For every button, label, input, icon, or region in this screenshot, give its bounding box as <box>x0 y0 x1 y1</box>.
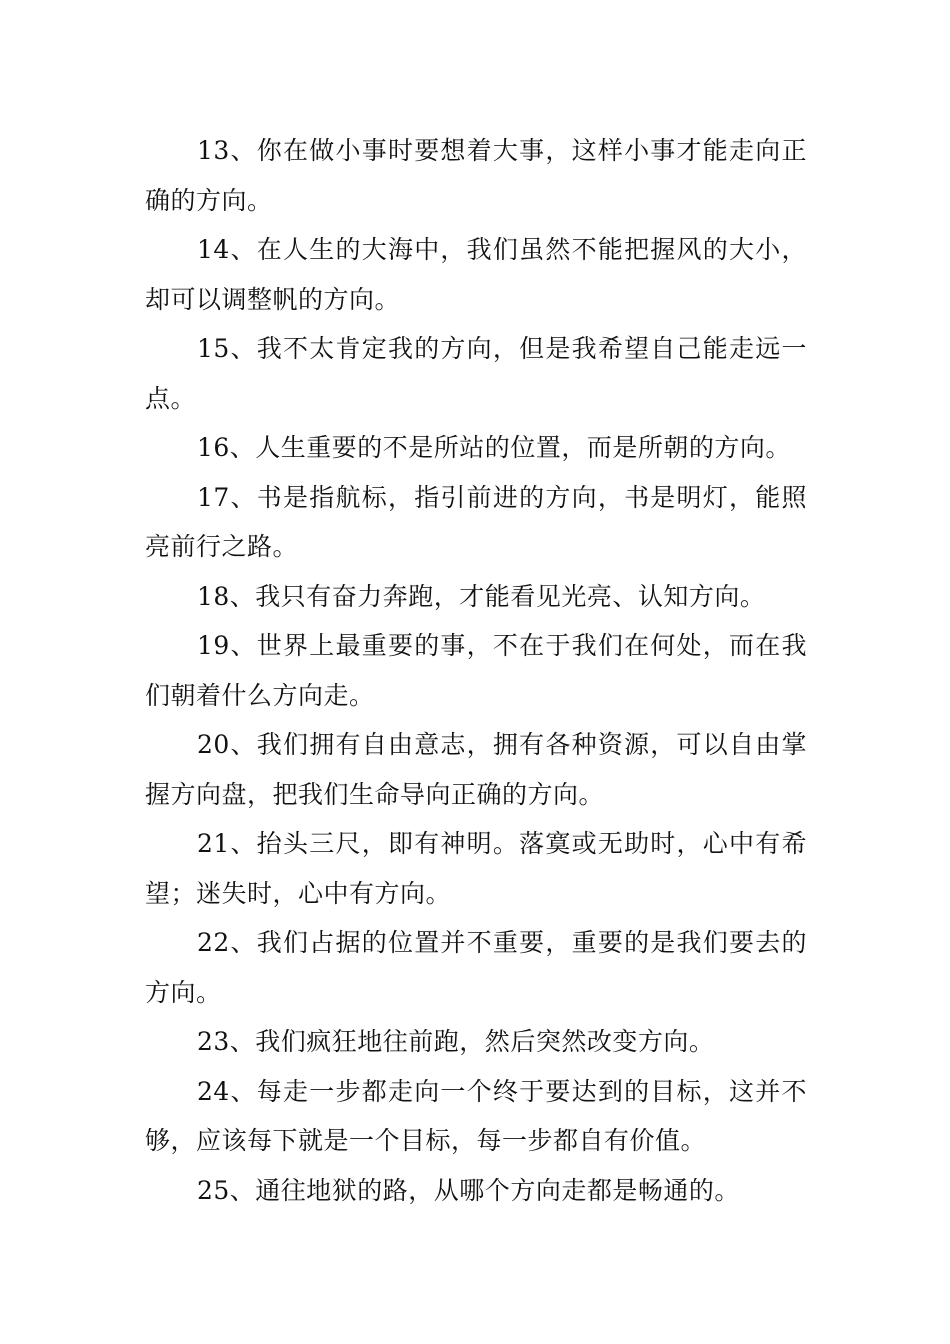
quote-paragraph-20: 20、我们拥有自由意志，拥有各种资源，可以自由掌握方向盘，把我们生命导向正确的方向。 <box>145 730 807 809</box>
quote-paragraph-24: 24、每走一步都走向一个终于要达到的目标，这并不够，应该每下就是一个目标，每一步都自有价值。 <box>145 1076 807 1155</box>
quote-paragraph-18: 18、我只有奋力奔跑，才能看见光亮、认知方向。 <box>197 581 766 611</box>
quote-paragraph-15: 15、我不太肯定我的方向，但是我希望自己能走远一点。 <box>145 334 807 413</box>
quote-paragraph-13: 13、你在做小事时要想着大事，这样小事才能走向正确的方向。 <box>145 136 807 215</box>
document-body <box>145 126 807 1215</box>
quote-paragraph-25: 25、通往地狱的路，从哪个方向走都是畅通的。 <box>197 1175 740 1205</box>
quote-paragraph-22: 22、我们占据的位置并不重要，重要的是我们要去的方向。 <box>145 928 807 1007</box>
quote-paragraph-21: 21、抬头三尺，即有神明。落寞或无助时，心中有希望；迷失时，心中有方向。 <box>145 829 807 908</box>
quote-paragraph-16: 16、人生重要的不是所站的位置，而是所朝的方向。 <box>197 433 791 462</box>
quote-paragraph-23: 23、我们疯狂地往前跑，然后突然改变方向。 <box>197 1027 715 1056</box>
quote-paragraph-14: 14、在人生的大海中，我们虽然不能把握风的大小，却可以调整帆的方向。 <box>145 235 807 314</box>
quote-paragraph-17: 17、书是指航标，指引前进的方向，书是明灯，能照亮前行之路。 <box>145 482 807 561</box>
quote-paragraph-19: 19、世界上最重要的事，不在于我们在何处，而在我们朝着什么方向走。 <box>145 631 807 710</box>
